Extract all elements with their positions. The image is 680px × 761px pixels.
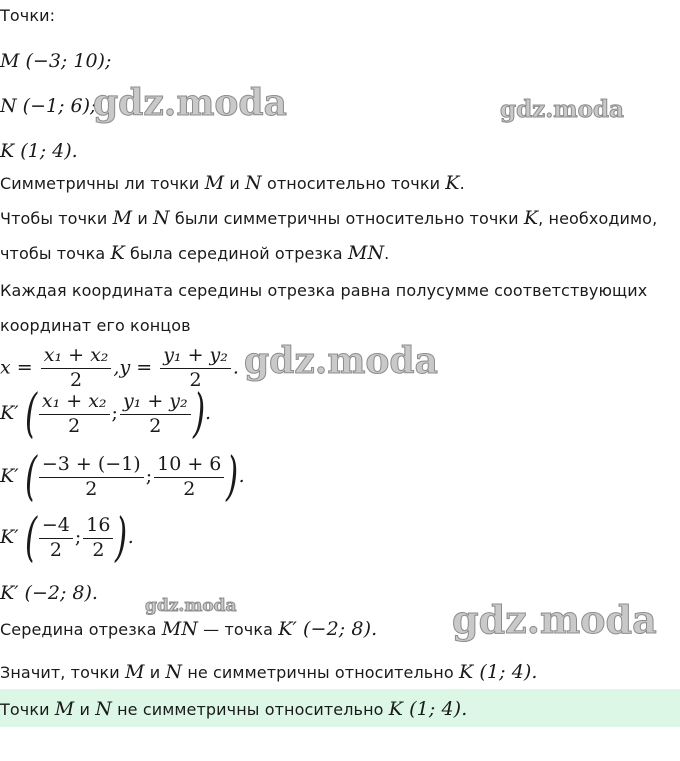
point-m: M (−3; 10); — [0, 50, 112, 72]
kprime-result: K′ (−2; 8). — [0, 582, 98, 604]
watermark-logo: gdz.moda — [500, 96, 624, 123]
point-k: K (1; 4). — [0, 140, 78, 162]
midpoint-line: Середина отрезка MN — точка K′ (−2; 8). — [0, 618, 378, 640]
rule-line-1: Каждая координата середины отрезка равна полусумме соответствующих — [0, 281, 648, 300]
kprime-step-1: K′ ( $\frac{\text{x₁ + x₂}}{2}$ ; $\frac{\text{y₁ + y₂}}{2}$ ). — [0, 384, 211, 444]
conclusion-line: Значит, точки M и N не симметричны относительно K (1; 4). — [0, 661, 538, 683]
question-line: Симметричны ли точки M и N относительно точки K. — [0, 172, 465, 194]
condition-line-1: Чтобы точки M и N были симметричны относительно точки K, необходимо, — [0, 207, 658, 229]
condition-line-2: чтобы точка K была серединой отрезка MN. — [0, 242, 390, 264]
rule-line-2: координат его концов — [0, 316, 191, 335]
kprime-step-3: K′ ( $\frac{-4}{2}$ ; $\frac{16}{2}$ ). — [0, 508, 134, 568]
kprime-step-2: K′ ( $\frac{-3 + (-1)}{2}$ ; $\frac{10 + 6}{2}$ ). — [0, 447, 245, 507]
watermark-logo: gdz.moda — [452, 597, 657, 642]
watermark-logo: gdz.moda — [244, 340, 438, 382]
watermark-logo: gdz.moda — [93, 82, 287, 124]
watermark-logo: gdz.moda — [145, 596, 237, 616]
point-n: N (−1; 6); — [0, 95, 97, 117]
midpoint-formula: x = $\frac{\text{x₁ + x₂}}{2}$ ,y = $\frac{\text{y₁ + y₂}}{2}$ . — [0, 344, 239, 391]
heading: Точки: — [0, 6, 56, 25]
answer-line: Точки M и N не симметричны относительно K (1; 4). — [0, 698, 468, 720]
